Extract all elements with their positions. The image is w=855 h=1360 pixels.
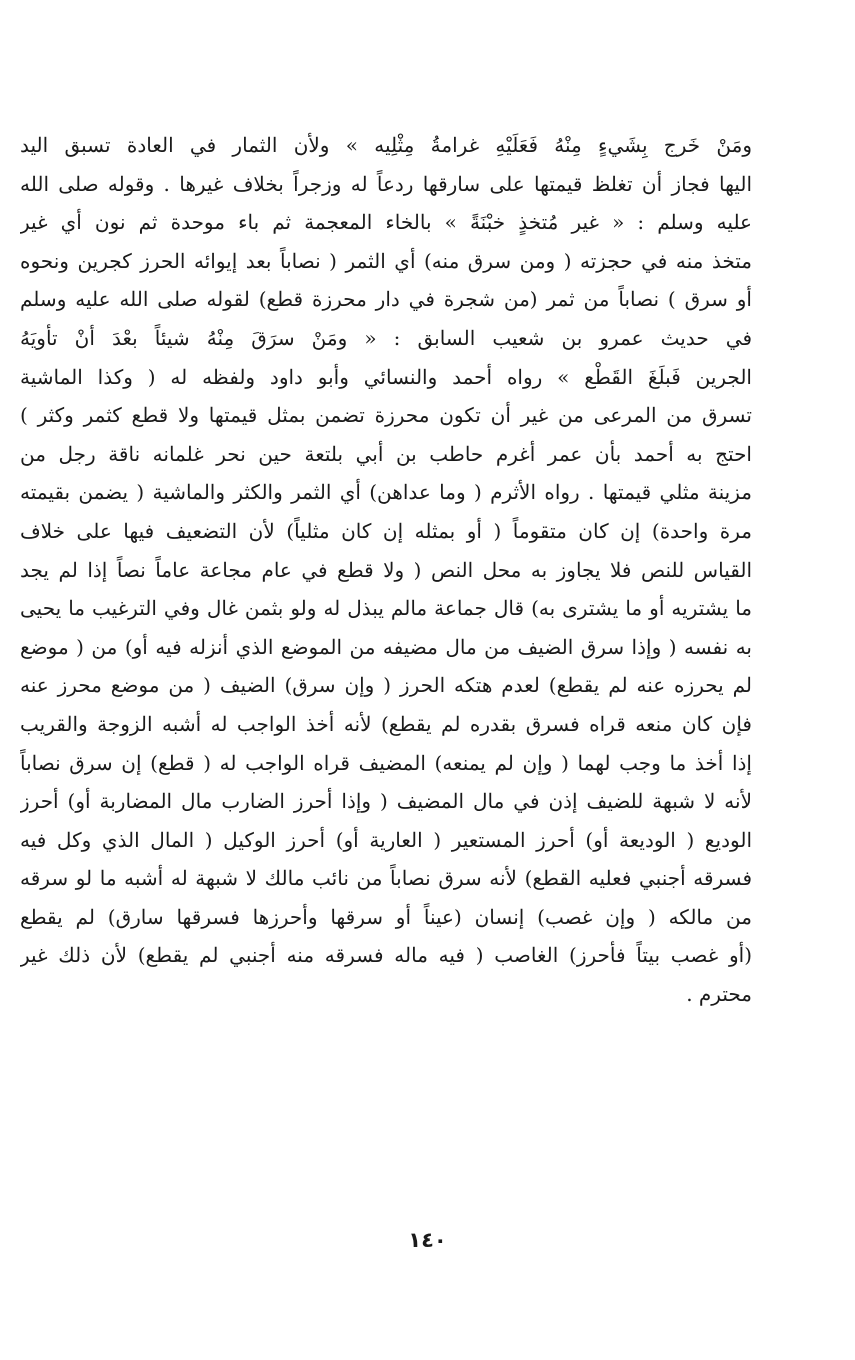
text-line: الجرين فَبلَغَ القَطْع » رواه أحمد والنسائي وأبو داود ولفظه له ( وكذا الماشية xyxy=(20,364,752,389)
text-line: ما يشتريه أو ما يشترى به) قال جماعة مالم يبذل له ولو بثمن غال وفي الترغيب ما يحيى xyxy=(20,596,752,621)
text-line: أو سرق ) نصاباً من ثمر (من شجرة في دار محرزة قطع) لقوله صلى الله عليه وسلم xyxy=(20,287,752,312)
page-number: ١٤٠ xyxy=(408,1228,447,1252)
text-line: في حديث عمرو بن شعيب السابق : « ومَنْ سرَقَ مِنْهُ شيئاً بعْدَ أنْ تأويَهُ xyxy=(20,325,752,350)
text-line: فسرقه أجنبي فعليه القطع) لأنه سرق نصاباً من نائب مالك لا شبهة له أشبه ما لو سرقه xyxy=(20,866,752,891)
text-line: فإن كان منعه قراه فسرق بقدره لم يقطع) لأنه أخذ الواجب له أشبه الزوجة والقريب xyxy=(20,711,752,736)
text-line: الوديع ( الوديعة أو) أحرز المستعير ( العارية أو) أحرز الوكيل ( المال الذي وكل فيه xyxy=(20,827,752,852)
text-line: مزينة مثلي قيمتها . رواه الأثرم ( وما عداهن) أي الثمر والكثر والماشية ( يضمن بقيمته xyxy=(20,480,752,505)
text-line: عليه وسلم : « غير مُتخذٍ خبْنَةً » بالخاء المعجمة ثم باء موحدة ثم نون أي غير xyxy=(20,210,752,235)
text-line: لأنه لا شبهة للضيف إذن في مال المضيف ( وإذا أحرز الضارب مال المضاربة أو) أحرز xyxy=(20,789,752,814)
text-line: القياس للنص فلا يجاوز به محل النص ( ولا قطع في عام مجاعة عاماً نصاً إذا لم يجد xyxy=(20,557,752,582)
text-line: لم يحرزه عنه لم يقطع) لعدم هتكه الحرز ( وإن سرق) الضيف ( من موضع محرز عنه xyxy=(20,673,752,698)
text-line: (أو غصب بيتاً فأحرز) الغاصب ( فيه ماله فسرقه منه أجنبي لم يقطع) لأن ذلك غير xyxy=(20,943,752,968)
text-line-final: محترم . xyxy=(686,982,752,1007)
text-line: ومَنْ خَرج بِشَيءٍ مِنْهُ فَعَلَيْهِ غرامةُ مِثْلِيه » ولأن الثمار في العادة تسبق اليد xyxy=(20,133,752,157)
body-text xyxy=(20,126,752,1014)
text-line: تسرق من المرعى من غير أن تكون محرزة تضمن بمثل قيمتها ولا قطع كثمر وكثر ) xyxy=(20,403,752,428)
text-line: احتج به أحمد بأن عمر أغرم حاطب بن أبي بلتعة حين نحر غلمانه ناقة رجل من xyxy=(20,441,752,466)
text-line: من مالكه ( وإن غصب) إنسان (عيناً أو سرقها وأحرزها فسرقها سارق) لم يقطع xyxy=(20,904,752,929)
text-line: مرة واحدة) إن كان متقوماً ( أو بمثله إن كان مثلياً) لأن التضعيف فيها على خلاف xyxy=(20,518,752,543)
text-line: إذا أخذ ما وجب لهما ( وإن لم يمنعه) المضيف قراه الواجب له ( قطع) إن سرق نصاباً xyxy=(20,750,752,775)
text-line: به نفسه ( وإذا سرق الضيف من مال مضيفه من الموضع الذي أنزله فيه أو) من ( موضع xyxy=(20,634,752,659)
text-line: اليها فجاز أن تغلظ قيمتها على سارقها ردعاً له وزجراً بخلاف غيرها . وقوله صلى الله xyxy=(20,171,752,196)
text-line: متخذ منه في حجزته ( ومن سرق منه) أي الثمر ( نصاباً بعد إيوائه الحرز كجرين ونحوه xyxy=(20,248,752,273)
